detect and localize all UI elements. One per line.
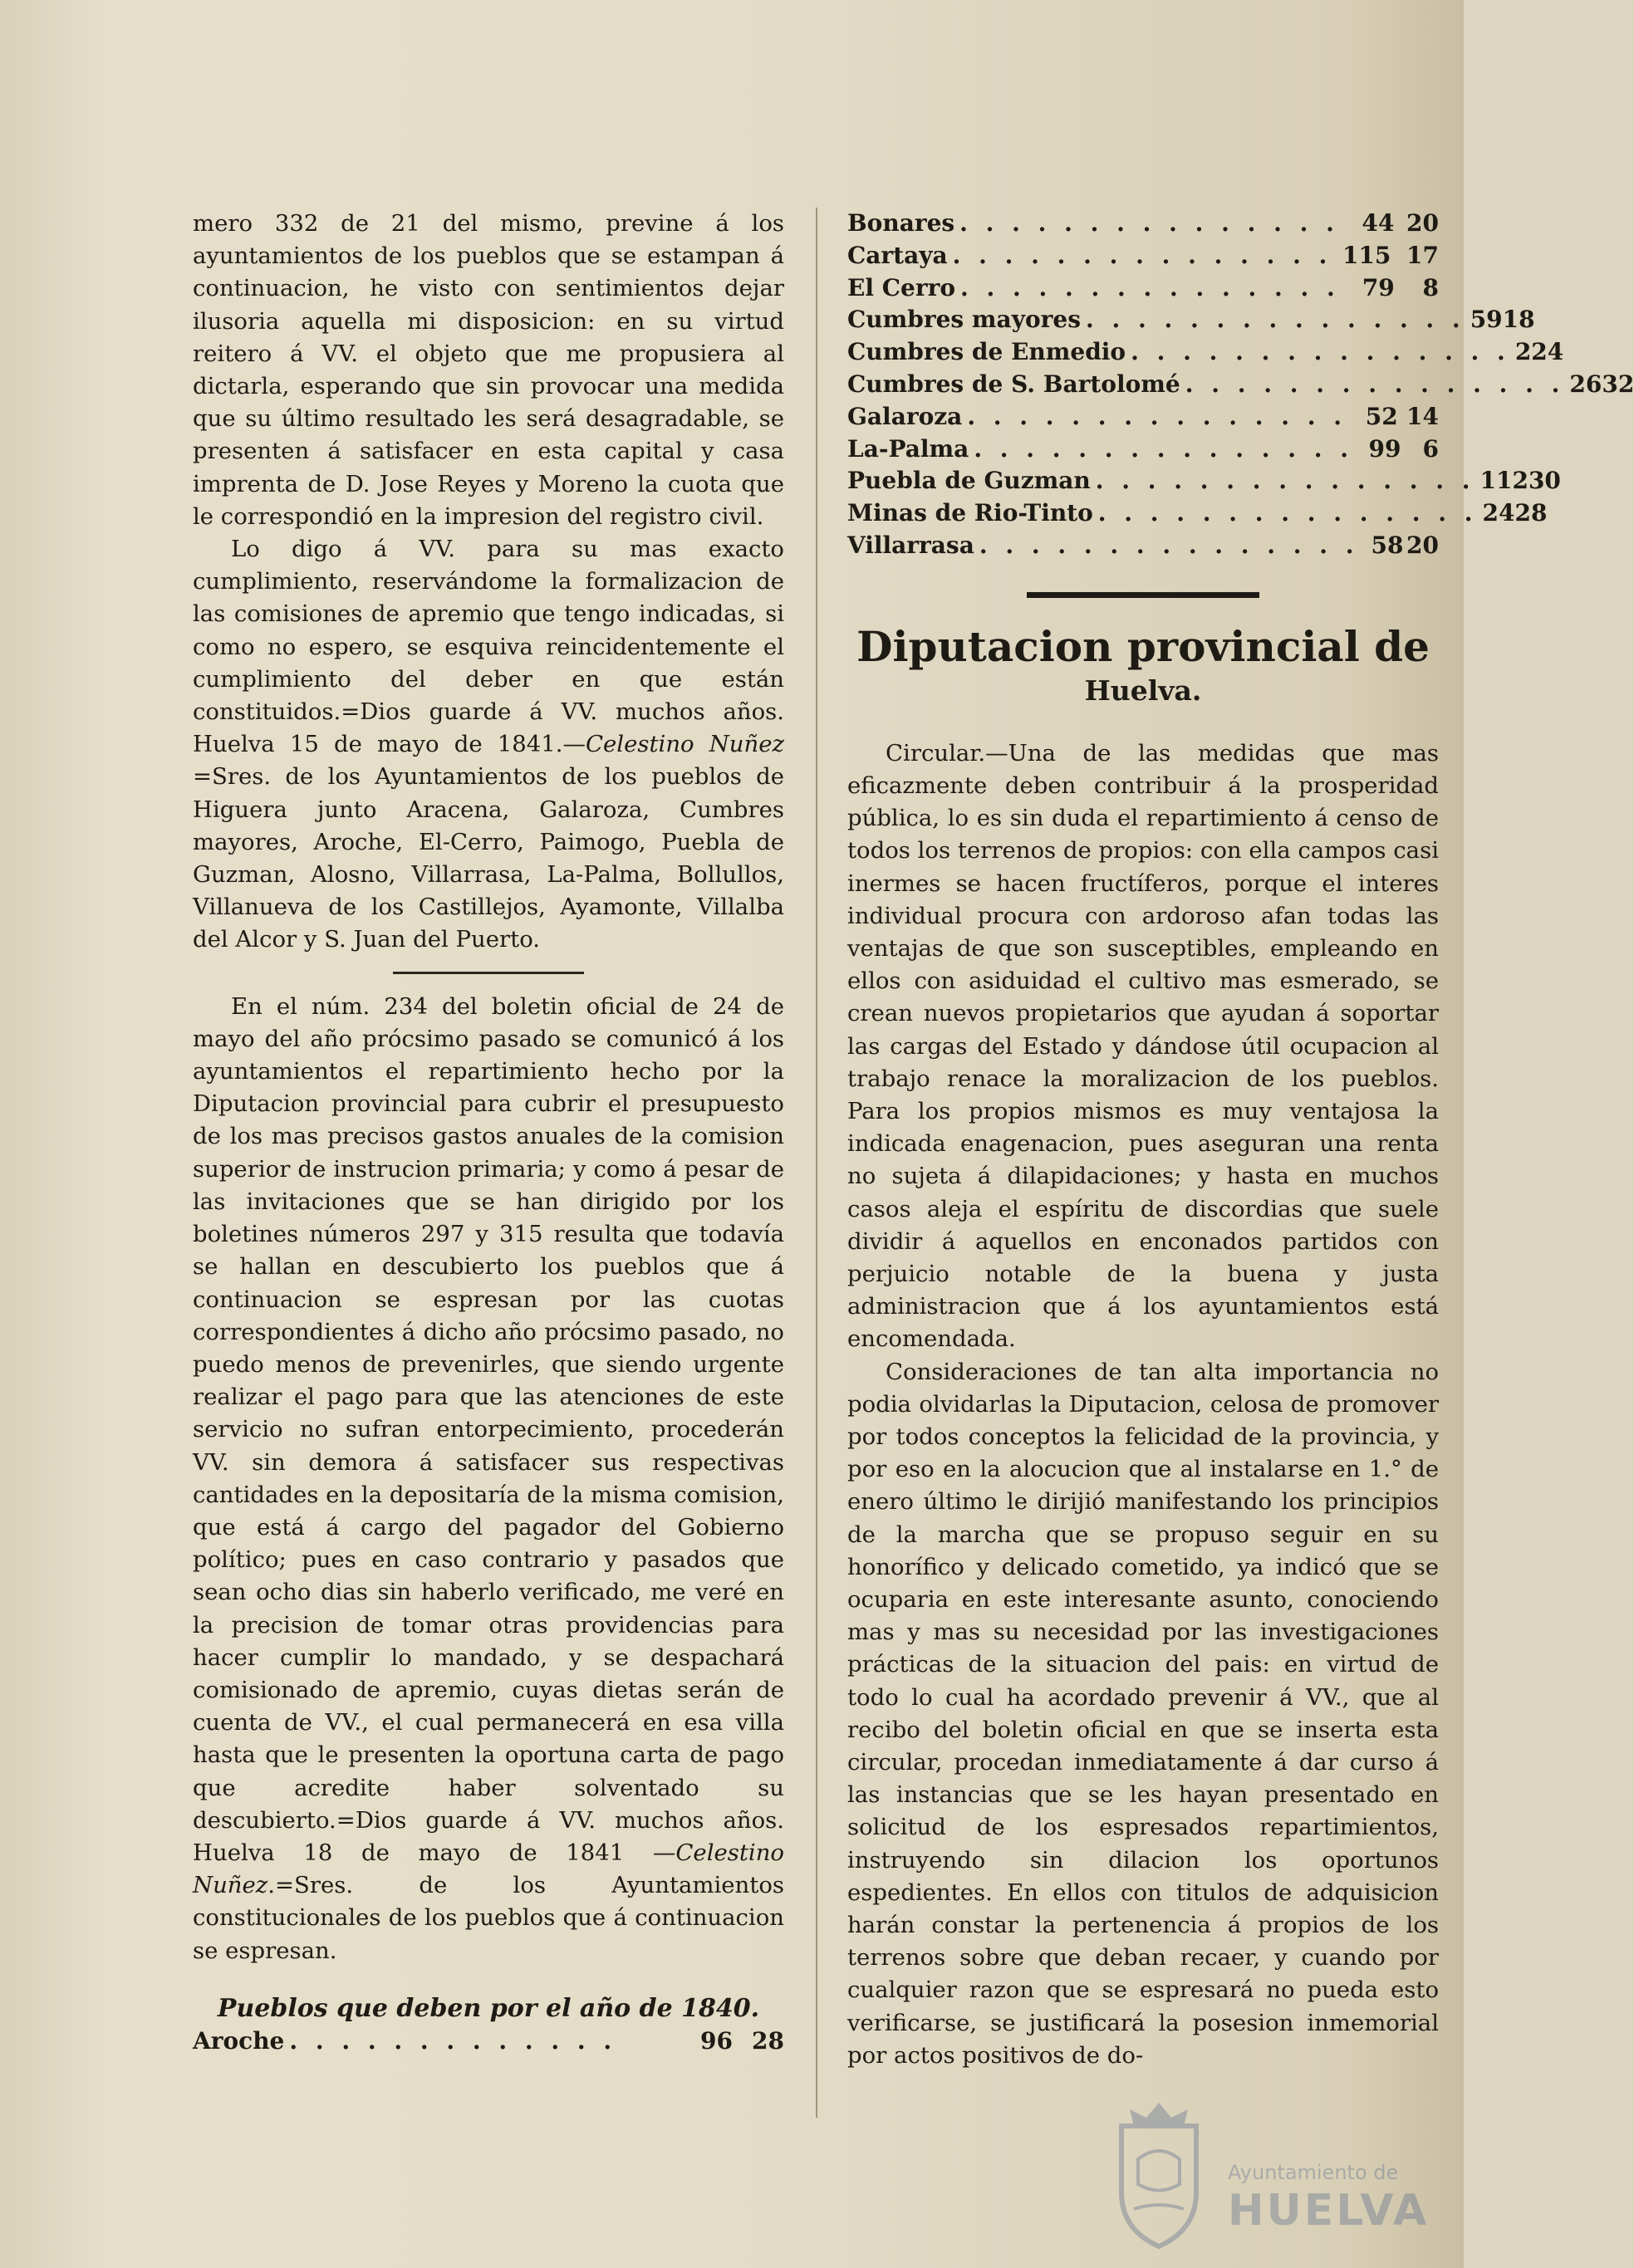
right-paragraph-1: Circular.—Una de las medidas que mas eficazmente deben contribuir á la prosperidad pública, lo es sin duda el repartimiento á censo de todos los terrenos de propios: con ella campos casi inermes se hacen fructíferos, porque el interes individual procura con ardoroso afan todas las ventajas de que son susceptibles, empleando en ellos con asiduidad el cultivo mas esmerado, se crean nuevos propietarios que ayudan á soportar las cargas del Estado y dándose útil ocupacion al trabajo renace la moralizacion de los pueblos. Para los propios mismos es muy ventajosa la indicada enagenacion, pues aseguran una renta no sujeta á dilapidaciones; y hasta en muchos casos aleja el espíritu de discordias que suele dividir á aquellos en enconados partidos con perjuicio notable de la buena y justa administracion que á los ayuntamientos está encomendada. [847, 739, 1439, 1353]
row-town: Galaroza [847, 402, 963, 430]
row-town: Aroche [193, 2026, 285, 2055]
row-amount-maravedis: 32 [1602, 370, 1634, 398]
row-amount-maravedis: 28 [1514, 499, 1548, 527]
row-amount-reales: 52 [1365, 402, 1398, 430]
row-leader-dots: . . . . . . . . . . . . . . . [1131, 338, 1510, 366]
row-town: Cumbres de S. Bartolomé [847, 370, 1180, 398]
table-row [847, 497, 1548, 530]
left-paragraph-3-tail: .=Sres. de los Ayuntamientos constitucionales de los pueblos que á continuacion se espresan. [193, 1872, 784, 1964]
row-amount-reales: 112 [1479, 467, 1529, 495]
row-leader-dots: . . . . . . . . . . . . . . . [1085, 306, 1465, 334]
right-paragraph-2: Consideraciones de tan alta importancia no podia olvidarlas la Diputacion, celosa de promover por todos conceptos la felicidad de la provincia, y por eso en la alocucion que al instalarse en 1.° de enero último le dirijió manifestando los principios de la marcha que se propuso seguir en su honorífico y delicado cometido, ya indicó que se ocuparia en este interesante asunto, conociendo mas y mas su necesidad por las investigaciones prácticas de la situacion del pais: en virtud de todo lo cual ha acordado prevenir á VV., que al recibo del boletin oficial en que se inserta esta circular, procedan inmediatamente á dar curso á las instancias que se les hayan presentado en solicitud de los espresados repartimientos, instruyendo sin dilacion los oportunos espedientes. En ellos con titulos de adquisicion harán constar la pertenencia á propios de los terrenos sobre que deban recaer, y cuando por cualquier razon que se espresará no pueda esto verificarse, se justificará la posesion inmemorial por actos positivos de do- [847, 1358, 1439, 2069]
row-amount-reales: 26 [1569, 370, 1602, 398]
row-amount-maravedis: 17 [1406, 241, 1439, 269]
left-paragraph-3-signature: Celestino Nuñez [193, 1839, 784, 1899]
row-leader-dots: . . . . . . . . . . . . . . . [1097, 499, 1478, 527]
left-column [193, 208, 784, 2058]
table-row [847, 401, 1439, 434]
row-amount-reales: 24 [1482, 499, 1515, 527]
row-amount-maravedis: 8 [1422, 273, 1439, 301]
left-paragraph-2-tail: =Sres. de los Ayuntamientos de los pueblos de Higuera junto Aracena, Galaroza, Cumbres mayores, Aroche, El-Cerro, Paimogo, Puebla de Guzman, Alosno, Villarrasa, La-Palma, Bollullos, Villanueva de los Castillejos, Ayamonte, Villalba del Alcor y S. Juan del Puerto. [193, 763, 784, 953]
row-town: El Cerro [847, 273, 956, 301]
section-divider-rule [393, 972, 584, 974]
row-amount-reales: 59 [1470, 306, 1503, 334]
watermark-org: Ayuntamiento de [1228, 2161, 1399, 2184]
coat-of-arms-icon [1105, 2093, 1213, 2251]
row-amount-maravedis: 18 [1502, 306, 1535, 334]
right-column [847, 208, 1634, 2072]
row-town: Cumbres mayores [847, 306, 1081, 334]
table-row [847, 530, 1439, 562]
left-paragraph-1: mero 332 de 21 del mismo, previne á los ayuntamientos de los pueblos que se estampan á continuacion, he visto con sentimientos dejar ilusoria aquella mi disposicion: en su virtud reitero á VV. el objeto que me propusiera al dictarla, esperando que sin provocar una medida que su último resultado les será desagradable, se presenten á satisfacer en esta capital y casa imprenta de D. Jose Reyes y Moreno la cuota que le correspondió en la impresion del registro civil. [193, 210, 784, 530]
row-leader-dots: . . . . . . . . . . . . . . . [967, 402, 1347, 430]
row-leader-dots: . . . . . . . . . . . . . . . [1095, 467, 1475, 495]
row-amount-maravedis: 30 [1528, 467, 1561, 495]
row-amount-maravedis: 28 [752, 2026, 784, 2055]
row-town: Cumbres de Enmedio [847, 338, 1126, 366]
left-paragraph-2-text: Lo digo á VV. para su mas exacto cumplimiento, reservándome la formalizacion de las comisiones de apremio que tengo indicadas, si como no espero, se esquiva reincidentemente el cumplimiento del deber en que están constituidos.=Dios guarde á VV. muchos años. Huelva 15 de mayo de 1841.— [193, 536, 784, 758]
row-town: Minas de Rio-Tinto [847, 499, 1093, 527]
row-leader-dots: . . . . . . . . . . . . . [289, 2026, 617, 2055]
table-row [847, 465, 1561, 497]
table-row [847, 336, 1564, 369]
row-amount-reales: 96 [700, 2026, 733, 2055]
debtors-table [847, 208, 1634, 562]
table-row [847, 304, 1535, 336]
section-title: Diputacion provincial de [856, 621, 1430, 671]
debtors-list-heading: Pueblos que deben por el año de 1840. [217, 1993, 760, 2023]
left-paragraph-2-signature: Celestino Nuñez [585, 731, 784, 758]
watermark-city: HUELVA [1228, 2186, 1430, 2236]
row-amount-maravedis: 20 [1406, 209, 1439, 237]
row-amount-maravedis: 14 [1406, 402, 1439, 430]
row-amount-maravedis: 20 [1406, 531, 1439, 559]
row-leader-dots: . . . . . . . . . . . . . . . [959, 209, 1339, 237]
row-amount-reales: 2 [1514, 338, 1532, 366]
left-paragraph-3 [193, 991, 784, 1967]
table-row [847, 208, 1439, 240]
row-amount-maravedis: 24 [1531, 338, 1564, 366]
row-amount-reales: 99 [1368, 434, 1401, 463]
row-amount-reales: 58 [1371, 531, 1404, 559]
row-leader-dots: . . . . . . . . . . . . . . . [979, 531, 1359, 559]
row-town: La-Palma [847, 434, 969, 463]
row-leader-dots: . . . . . . . . . . . . . . . [974, 434, 1354, 463]
ayuntamiento-huelva-watermark [1105, 2093, 1437, 2259]
row-amount-reales: 79 [1362, 273, 1395, 301]
row-leader-dots: . . . . . . . . . . . . . . . [1185, 370, 1565, 398]
table-row [847, 434, 1439, 466]
row-amount-reales: 115 [1342, 241, 1391, 269]
table-row [193, 2026, 784, 2058]
row-town: Puebla de Guzman [847, 467, 1091, 495]
row-town: Villarrasa [847, 531, 974, 559]
row-town: Bonares [847, 209, 955, 237]
table-row [847, 240, 1439, 272]
table-row [847, 272, 1439, 305]
left-paragraph-2 [193, 533, 784, 957]
column-divider [816, 208, 817, 2118]
section-rule [1027, 592, 1259, 598]
row-leader-dots: . . . . . . . . . . . . . . . [952, 241, 1332, 269]
row-amount-reales: 44 [1362, 209, 1395, 237]
row-amount-maravedis: 6 [1422, 434, 1439, 463]
left-paragraph-3-text: En el núm. 234 del boletin oficial de 24 de mayo del año prócsimo pasado se comunicó á los ayuntamientos el repartimiento hecho por la Diputacion provincial para cubrir el presupuesto de los mas precisos gastos anuales de la comision superior de instrucion primaria; y como á pesar de las invitaciones que se han dirigido por los boletines números 297 y 315 resulta que todavía se hallan en descubierto los pueblos que á continuacion se espresan por las cuotas correspondientes á dicho año prócsimo pasado, no puedo menos de prevenirles, que siendo urgente realizar el pago para que las atenciones de este servicio no sufran entorpecimiento, procederán VV. sin demora á satisfacer sus respectivas cantidades en la depositaría de la misma comision, que está á cargo del pagador del Gobierno político; pues en caso contrario y pasados que sean ocho dias sin haberlo verificado, me veré en la precision de tomar otras providencias para hacer cumplir lo mandado, y se despachará comisionado de apremio, cuyas dietas serán de cuenta de VV., el cual permanecerá en esa villa hasta que le presenten la oportuna carta de pago que acredite haber solventado su descubierto.=Dios guarde á VV. muchos años. Huelva 18 de mayo de 1841 — [193, 992, 784, 1866]
table-row [847, 369, 1634, 401]
section-subtitle: Huelva. [1084, 674, 1202, 707]
row-leader-dots: . . . . . . . . . . . . . . . [960, 273, 1340, 301]
row-town: Cartaya [847, 241, 948, 269]
